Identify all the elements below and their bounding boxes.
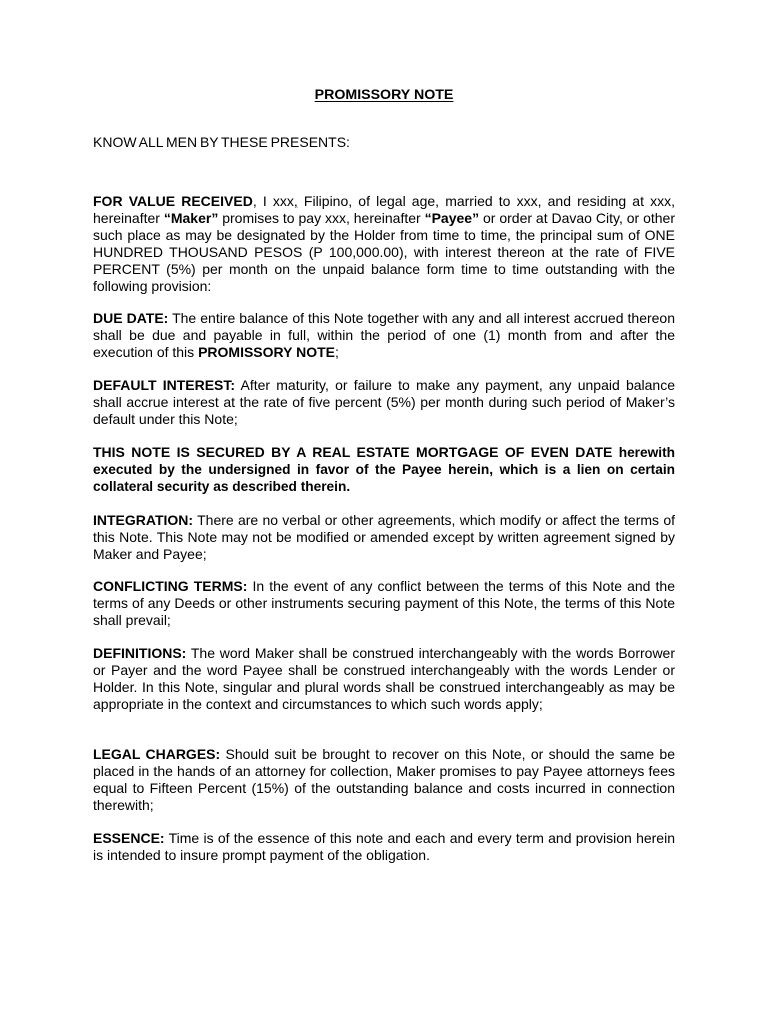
document-title: PROMISSORY NOTE bbox=[314, 87, 454, 103]
for-value-text-5: or order at Davao City, or other such place as may be designated by the Holder from time to time, the principal sum of ONE HUNDRED THOUSAND PESOS (P 100,000.00), with interest thereon at the rate of FIVE PERCENT (5%) per month on the unpaid balance form time to time outstanding with the following provision: bbox=[93, 209, 675, 294]
intro-line: KNOW ALL MEN BY THESE PRESENTS: bbox=[93, 134, 350, 150]
essence-heading: ESSENCE: bbox=[93, 830, 165, 846]
due-date-paragraph bbox=[93, 310, 675, 361]
for-value-text-1: , I xxx bbox=[252, 193, 294, 209]
definitions-heading: DEFINITIONS: bbox=[93, 645, 187, 661]
secured-paragraph bbox=[93, 444, 675, 496]
essence-paragraph bbox=[93, 830, 675, 864]
conflicting-terms-paragraph bbox=[93, 578, 675, 629]
for-value-underlined-comma: , bbox=[293, 193, 298, 209]
due-date-heading: DUE DATE: bbox=[93, 310, 169, 326]
payee-term: “Payee” bbox=[424, 209, 480, 226]
default-interest-heading: DEFAULT INTEREST: bbox=[93, 377, 236, 393]
due-date-bold-note: PROMISSORY NOTE bbox=[198, 343, 335, 360]
due-date-end: ; bbox=[334, 343, 339, 360]
legal-charges-paragraph bbox=[93, 746, 675, 814]
maker-term: “Maker” bbox=[163, 209, 219, 226]
essence-text: Time is of the essence of this note and each and every term and provision herein is intended to insure prompt payment of the obligation. bbox=[93, 830, 675, 863]
definitions-text: The word Maker shall be construed interchangeably with the words Borrower or Payer and the word Payee shall be construed interchangeably with the words Lender or Holder. In this Note, singular and plural words shall be construed interchangeably as may be appropriate in the context and circumstances to which such words apply; bbox=[93, 645, 675, 712]
legal-charges-heading: LEGAL CHARGES: bbox=[93, 746, 221, 762]
integration-heading: INTEGRATION: bbox=[93, 512, 194, 528]
for-value-received-heading: FOR VALUE RECEIVED bbox=[93, 193, 253, 209]
conflicting-terms-heading: CONFLICTING TERMS: bbox=[93, 578, 248, 594]
integration-text: There are no verbal or other agreements, which modify or affect the terms of this Note. This Note may not be modified or amended except by written agreement signed by Maker and Payee; bbox=[93, 512, 675, 562]
secured-upper-text: THIS NOTE IS SECURED BY A REAL ESTATE MORTGAGE OF EVEN DATE bbox=[93, 444, 613, 460]
conflicting-terms-text: In the event of any conflict between the terms of this Note and the terms of any Deeds or other instruments securing payment of this Note, the terms of this Note shall prevail; bbox=[93, 578, 675, 628]
due-date-text: The entire balance of this Note together with any and all interest accrued thereon shall be due and payable in full, within the period of one (1) month from and after the execution of this bbox=[93, 310, 676, 360]
default-interest-paragraph bbox=[93, 377, 675, 428]
for-value-text-3: Filipino, of legal age, married to xxx, and residing at xxx, hereinafter bbox=[93, 193, 675, 226]
for-value-text-4: promises to pay xxx, hereinafter bbox=[218, 209, 425, 226]
for-value-received-paragraph bbox=[93, 193, 675, 294]
default-interest-text: After maturity, or failure to make any payment, any unpaid balance shall accrue interest at the rate of five percent (5%) per month during such period of Maker’s default under this Note; bbox=[93, 377, 675, 427]
legal-charges-text: Should suit be brought to recover on this Note, or should the same be placed in the hands of an attorney for collection, Maker promises to pay Payee attorneys fees equal to Fifteen Percent (15%) of the outstanding balance and costs incurred in connection therewith; bbox=[93, 746, 676, 813]
integration-paragraph bbox=[93, 512, 675, 563]
definitions-paragraph bbox=[93, 645, 675, 713]
secured-rest-text: herewith executed by the undersigned in favor of the Payee herein, which is a lien on certain collateral security as described therein. bbox=[93, 445, 675, 494]
